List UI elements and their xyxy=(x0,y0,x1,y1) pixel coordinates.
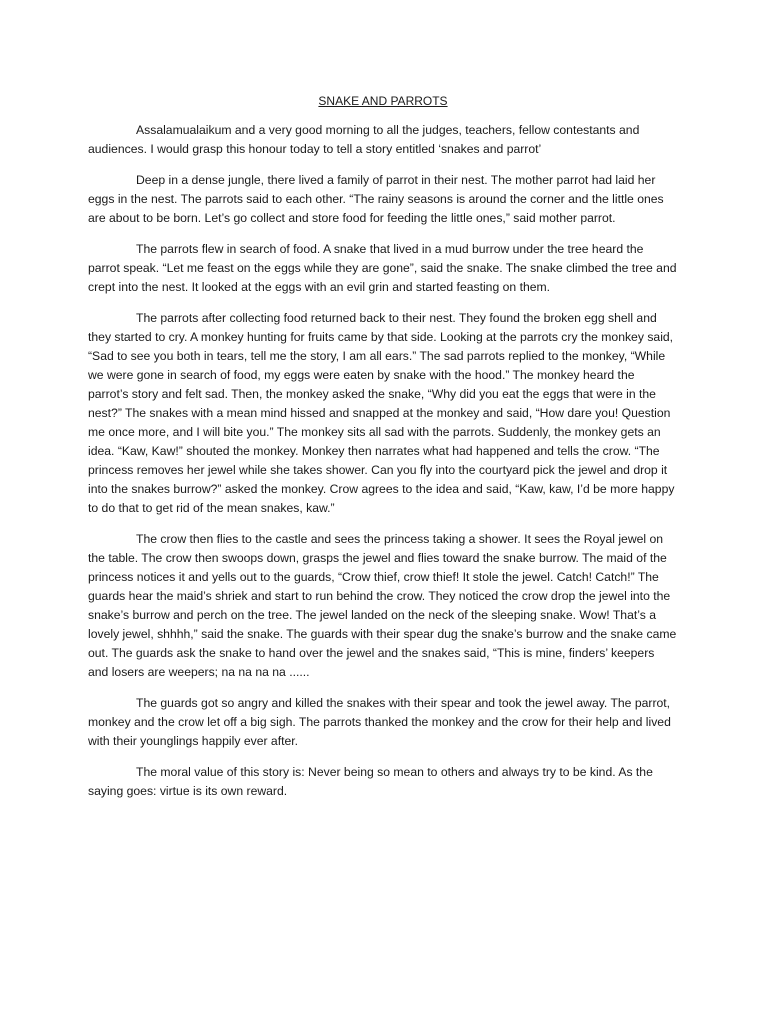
paragraph-snake-feast: The parrots flew in search of food. A snake that lived in a mud burrow under the tree heard the parrot speak. “Let me feast on the eggs while they are gone”, said the snake. The snake climbed the tree and crept into the nest. It looked at the eggs with an evil grin and started feasting on them. xyxy=(88,242,677,294)
document-title: SNAKE AND PARROTS xyxy=(318,94,448,108)
document-page xyxy=(88,92,678,813)
paragraph-jungle: Deep in a dense jungle, there lived a family of parrot in their nest. The mother parrot had laid her eggs in the nest. The parrots said to each other. “The rainy seasons is around the corner and the little ones are about to be born. Let’s go collect and store food for feeding the little ones,” said mother parrot. xyxy=(88,173,664,225)
paragraph-monkey: The parrots after collecting food returned back to their nest. They found the broken egg shell and they started to cry. A monkey hunting for fruits came by that side. Looking at the parrots cry the monkey said, “Sad to see you both in tears, tell me the story, I am all ears.” The sad parrots replied to the monkey, “While we were gone in search of food, my eggs were eaten by snake with the hood.” The monkey heard the parrot’s story and felt sad. Then, the monkey asked the snake, “Why did you eat the eggs that were in the nest?” The snakes with a mean mind hissed and snapped at the monkey and said, “How dare you! Question me once more, and I will bite you.” The monkey sits all sad with the parrots. Suddenly, the monkey gets an idea. “Kaw, Kaw!” shouted the monkey. Monkey then narrates what had happened and tells the crow. “The princess removes her jewel while she takes shower. Can you fly into the courtyard pick the jewel and drop it into the snakes burrow?” asked the monkey. Crow agrees to the idea and said, “Kaw, kaw, I’d be more happy to do that to get rid of the mean snakes, kaw.” xyxy=(88,311,675,515)
paragraph-crow: The crow then flies to the castle and sees the princess taking a shower. It sees the Royal jewel on the table. The crow then swoops down, grasps the jewel and flies toward the snake burrow. The maid of the princess notices it and yells out to the guards, “Crow thief, crow thief! It stole the jewel. Catch! Catch!” The guards hear the maid’s shriek and start to run behind the crow. They noticed the crow drop the jewel into the snake’s burrow and perch on the tree. The jewel landed on the neck of the sleeping snake. Wow! That’s a lovely jewel, shhhh,” said the snake. The guards with their spear dug the snake’s burrow and the snake came out. The guards ask the snake to hand over the jewel and the snakes said, “This is mine, finders’ keepers and losers are weepers; na na na na ...... xyxy=(88,532,677,679)
paragraph-moral: The moral value of this story is: Never being so mean to others and always try to be kind. As the saying goes: virtue is its own reward. xyxy=(88,765,653,798)
paragraph-greeting: Assalamualaikum and a very good morning to all the judges, teachers, fellow contestants and audiences. I would grasp this honour today to tell a story entitled ‘snakes and parrot’ xyxy=(88,123,640,156)
paragraph-ending: The guards got so angry and killed the snakes with their spear and took the jewel away. The parrot, monkey and the crow let off a big sigh. The parrots thanked the monkey and the crow for their help and lived with their younglings happily ever after. xyxy=(88,696,671,748)
